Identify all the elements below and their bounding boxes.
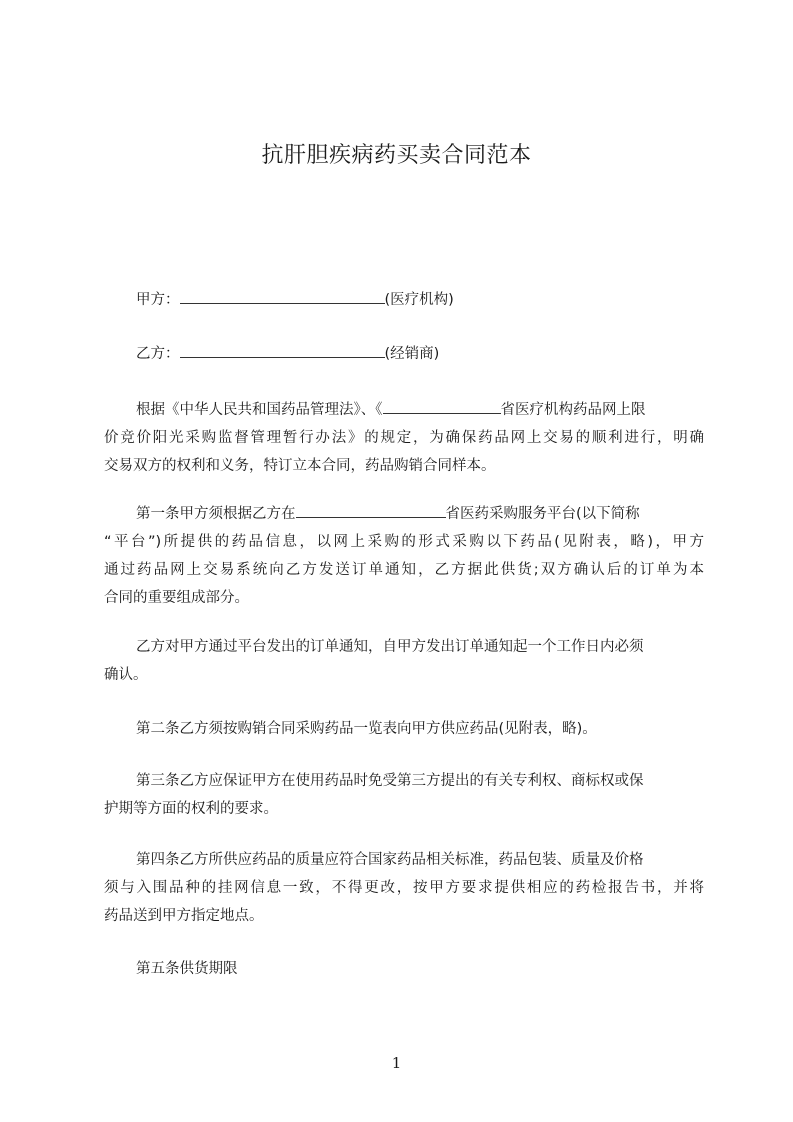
party-b-line xyxy=(136,340,736,368)
party-a-label: 甲方： xyxy=(136,292,180,308)
preamble-line-2: 价竞价阳光采购监督管理暂行办法》的规定，为确保药品网上交易的顺利进行，明确 xyxy=(104,430,704,446)
party-a-line xyxy=(136,286,736,314)
article-1-blank xyxy=(296,501,446,518)
preamble-line-1 xyxy=(136,396,736,424)
party-b-suffix: (经销商) xyxy=(384,346,440,362)
party-b-label: 乙方： xyxy=(136,346,180,362)
article-1-line-1 xyxy=(136,500,736,528)
document-title: 抗肝胆疾病药买卖合同范本 xyxy=(261,143,532,168)
article-4-line-1: 第四条乙方所供应药品的质量应符合国家药品相关标准，药品包装、质量及价格 xyxy=(136,852,644,868)
preamble-blank xyxy=(383,397,501,414)
article-1-line-2: “平台”)所提供的药品信息，以网上采购的形式采购以下药品(见附表，略)，甲方 xyxy=(104,534,704,550)
preamble-line-1-end: 省医疗机构药品网上限 xyxy=(500,402,646,418)
article-3-line-1: 第三条乙方应保证甲方在使用药品时免受第三方提出的有关专利权、商标权或保 xyxy=(136,773,644,789)
article-4-line-3: 药品送到甲方指定地点。 xyxy=(104,908,264,924)
party-a-suffix: (医疗机构) xyxy=(384,292,454,308)
article-1-line-1-end: 省医药采购服务平台(以下简称 xyxy=(445,506,640,522)
confirm-clause-line-1: 乙方对甲方通过平台发出的订单通知，自甲方发出订单通知起一个工作日内必须 xyxy=(136,639,644,655)
party-a-blank xyxy=(180,287,385,304)
confirm-clause-line-2: 确认。 xyxy=(104,667,148,683)
party-b-blank xyxy=(180,341,385,358)
article-1-line-4: 合同的重要组成部分。 xyxy=(104,590,249,606)
article-2-line-1: 第二条乙方须按购销合同采购药品一览表向甲方供应药品(见附表，略)。 xyxy=(136,721,597,737)
page-number: 1 xyxy=(391,1054,402,1072)
article-1-line-1-start: 第一条甲方须根据乙方在 xyxy=(136,506,296,522)
article-4-line-2: 须与入围品种的挂网信息一致，不得更改，按甲方要求提供相应的药检报告书，并将 xyxy=(104,880,704,896)
article-1-line-3: 通过药品网上交易系统向乙方发送订单通知，乙方据此供货;双方确认后的订单为本 xyxy=(104,562,704,578)
preamble-line-1-start: 根据《中华人民共和国药品管理法》、《 xyxy=(136,402,383,418)
preamble-line-3: 交易双方的权利和义务，特订立本合同，药品购销合同样本。 xyxy=(104,458,496,474)
article-3-line-2: 护期等方面的权利的要求。 xyxy=(104,801,278,817)
article-5-line-1: 第五条供货期限 xyxy=(136,961,238,977)
